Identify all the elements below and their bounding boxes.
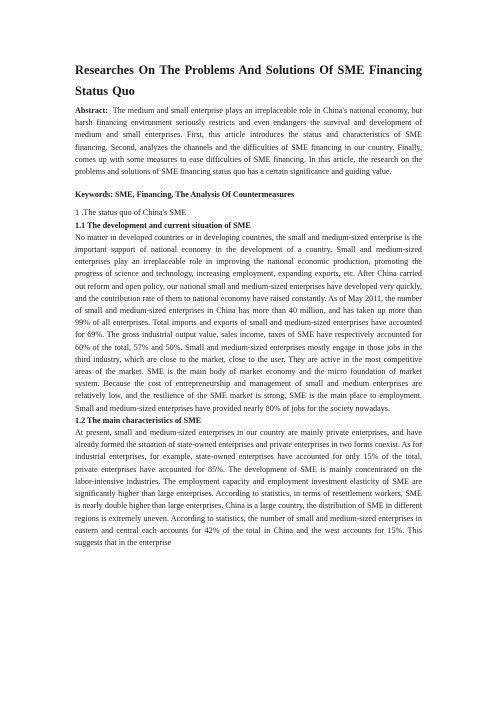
document-content <box>75 60 422 549</box>
section-1-1-heading: 1.1 The development and current situation of SME <box>75 220 251 230</box>
keywords <box>75 189 422 201</box>
abstract-text: The medium and small enterprise plays an irreplaceable role in China's national economy, but harsh financing environment seriously restricts and even endangers the survival and development of medium and small enterprises. First, this article introduces the status and characteristics of SME financing. Second, analyzes the channels and the difficulties of SME financing in our country. Finally, comes up with some measures to ease difficulties of SME financing. In this article, the research on the problems and solutions of SME financing status quo has a certain significance and guiding value. <box>75 106 423 177</box>
keywords-text: SME, Financing, The Analysis Of Countermeasures <box>114 190 295 200</box>
paper-title: Researches On The Problems And Solutions Of SME Financing Status Quo <box>75 63 422 98</box>
section-1-2-heading: 1.2 The main characteristics of SME <box>75 415 202 425</box>
section-1-1-paragraph: No matter in developed countries or in developing countries, the small and medium-sized enterprise is the important support of national economy in the development of a country. Small and medium-sized enterprises play an irreplaceable role in improving the national economic production, promoting the progress of science and technology, increasing employment, expanding exports, etc. After China carried out reform and open policy, our national small and medium-sized enterprises have developed very quickly, and the contribution rate of them to national economy have raised constantly. As of May 2011, the number of small and medium-sized enterprises in China has more than 40 million, and has taken up more than 99% of all enterprises. Total imports and exports of small and medium-sized enterprises have accounted for 69%. The gross industrial output value, sales income, taxes of SME have respectively accounted for 60% of the total, 57% and 50%. Small and medium-sized enterprises mostly engage in those jobs in the third industry, which are close to the market, close to the user. They are active in the most competitive areas of the market. SME is the main body of market economy and the micro foundation of market system. Because the cost of entrepreneurship and management of small and medium enterprises are relatively low, and the resilience of the SME market is strong, SME is the main place to employment. Small and medium-sized enterprises have provided nearly 80% of jobs for the society nowadays. <box>75 232 422 413</box>
abstract <box>75 105 422 178</box>
keywords-label: Keywords: <box>75 190 113 200</box>
abstract-label: Abstract: <box>75 106 108 115</box>
section-1-heading: 1 .The status quo of China's SME <box>75 208 187 218</box>
section-1-2-paragraph: At present, small and medium-sized enterprises in our country are mainly private enterprises, and have already formed the situation of state-owned enterprises and private enterprises in two forms coexist. As for industrial enterprises, for example, state-owned enterprises have accounted for only 15% of the total, private enterprises have accounted for 85%. The development of SME is mainly concentrated on the labor-intensive industries. The employment capacity and employment investment elasticity of SME are significantly higher than large enterprises. According to statistics, in terms of resettlement workers, SME is nearly double higher than large enterprises. China is a large country, the distribution of SME in different regions is extremely uneven. According to statistics, the number of small and medium-sized enterprises in eastern and central each accounts for 42% of the total in China and the west accounts for 15%. This suggests that in the enterprise <box>75 428 423 547</box>
